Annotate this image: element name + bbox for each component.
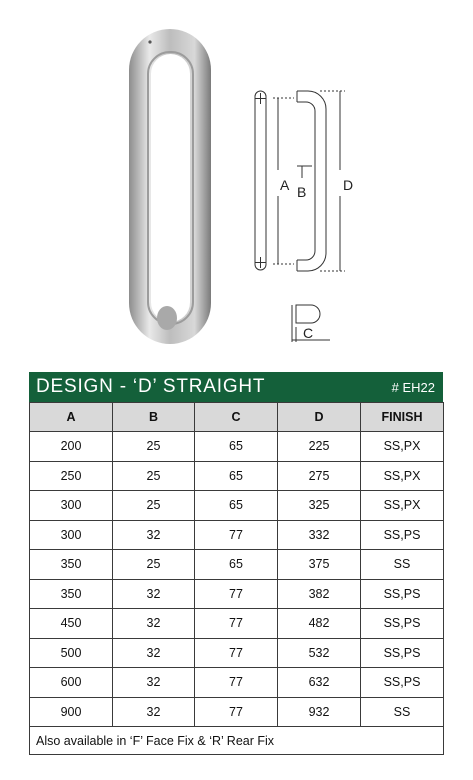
product-code: # EH22: [391, 379, 435, 395]
footnote-row: [30, 727, 444, 755]
cell-d: 532: [278, 638, 361, 668]
cell-d: 325: [278, 491, 361, 521]
cell-d: 632: [278, 668, 361, 698]
cell-finish: SS,PS: [361, 520, 444, 550]
footnote: Also available in ‘F’ Face Fix & ‘R’ Rear Fix: [30, 727, 444, 755]
column-header-b: B: [113, 403, 195, 432]
product-illustration: [0, 0, 473, 365]
cell-d: 225: [278, 432, 361, 462]
cell-a: 350: [30, 579, 113, 609]
cell-d: 482: [278, 609, 361, 639]
table-row: [30, 491, 444, 521]
dimension-label-d: D: [343, 177, 354, 193]
dimension-label-a: A: [280, 177, 290, 193]
table-row: [30, 550, 444, 580]
spec-table-panel: [29, 372, 443, 755]
cell-a: 350: [30, 550, 113, 580]
cell-finish: SS: [361, 550, 444, 580]
cell-finish: SS,PS: [361, 638, 444, 668]
cell-finish: SS,PS: [361, 609, 444, 639]
handle-photo: [129, 29, 211, 344]
cell-c: 65: [195, 550, 278, 580]
cell-a: 450: [30, 609, 113, 639]
cell-c: 77: [195, 609, 278, 639]
cell-b: 25: [113, 432, 195, 462]
cell-d: 275: [278, 461, 361, 491]
table-header-row: [30, 403, 444, 432]
cell-b: 25: [113, 461, 195, 491]
table-body: [30, 432, 444, 727]
cell-a: 250: [30, 461, 113, 491]
cell-a: 300: [30, 520, 113, 550]
cell-b: 32: [113, 609, 195, 639]
cell-d: 932: [278, 697, 361, 727]
cell-d: 382: [278, 579, 361, 609]
cell-finish: SS: [361, 697, 444, 727]
table-row: [30, 638, 444, 668]
dimension-label-c: C: [303, 325, 314, 341]
cell-c: 77: [195, 668, 278, 698]
dimension-drawing: [255, 91, 345, 342]
cell-b: 25: [113, 491, 195, 521]
cell-c: 77: [195, 520, 278, 550]
table-row: [30, 697, 444, 727]
dimensions-table: [29, 402, 444, 755]
cell-b: 32: [113, 520, 195, 550]
cell-finish: SS,PS: [361, 668, 444, 698]
cell-c: 77: [195, 638, 278, 668]
cell-b: 25: [113, 550, 195, 580]
cell-c: 65: [195, 491, 278, 521]
cell-a: 600: [30, 668, 113, 698]
table-row: [30, 579, 444, 609]
cell-finish: SS,PS: [361, 579, 444, 609]
column-header-finish: FINISH: [361, 403, 444, 432]
column-header-c: C: [195, 403, 278, 432]
dimension-label-b: B: [297, 184, 307, 200]
cell-c: 77: [195, 697, 278, 727]
cell-b: 32: [113, 697, 195, 727]
cell-c: 77: [195, 579, 278, 609]
cell-finish: SS,PX: [361, 461, 444, 491]
column-header-d: D: [278, 403, 361, 432]
cell-a: 500: [30, 638, 113, 668]
spec-title: DESIGN - ‘D’ STRAIGHT: [36, 376, 266, 397]
cell-b: 32: [113, 579, 195, 609]
cell-a: 200: [30, 432, 113, 462]
cell-b: 32: [113, 638, 195, 668]
cell-finish: SS,PX: [361, 432, 444, 462]
cell-a: 900: [30, 697, 113, 727]
cell-d: 332: [278, 520, 361, 550]
cell-a: 300: [30, 491, 113, 521]
cell-c: 65: [195, 432, 278, 462]
cell-b: 32: [113, 668, 195, 698]
cell-d: 375: [278, 550, 361, 580]
spec-header-bar: [29, 372, 443, 402]
table-row: [30, 520, 444, 550]
column-header-a: A: [30, 403, 113, 432]
table-row: [30, 461, 444, 491]
table-row: [30, 432, 444, 462]
table-row: [30, 609, 444, 639]
cell-finish: SS,PX: [361, 491, 444, 521]
table-row: [30, 668, 444, 698]
cell-c: 65: [195, 461, 278, 491]
